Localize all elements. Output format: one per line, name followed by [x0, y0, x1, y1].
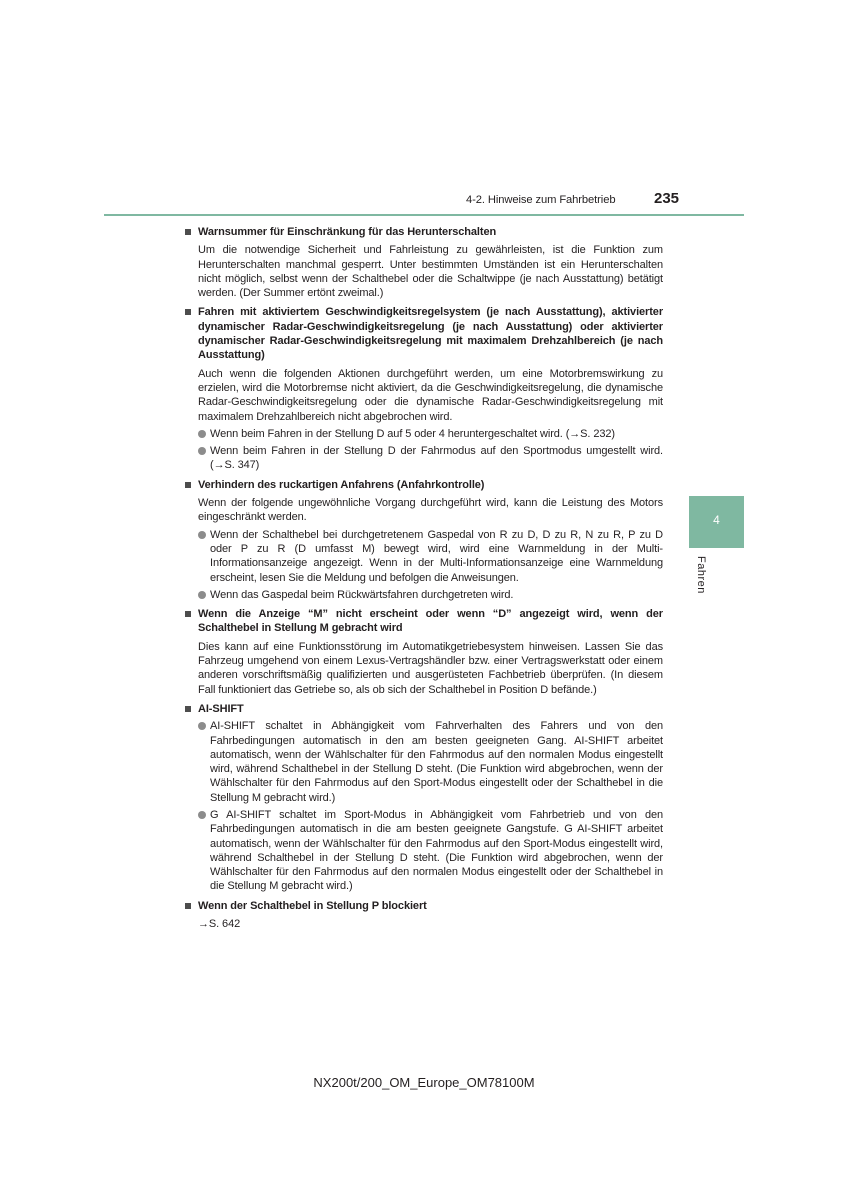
section-heading [185, 478, 663, 492]
square-bullet-icon [185, 482, 191, 488]
section-paragraph: Auch wenn die folgenden Aktionen durchgeführt werden, um eine Motorbremswirkung zu erzielen, wird die Motorbremse nicht aktiviert, da die Geschwindigkeitsregelung, die dynamische Radar-Geschwindigkeitsregelung oder die dynamische Radar-Geschwindigkeitsregelung mit maximalem Drehzahlbereich nicht abgebrochen wird. [198, 367, 663, 423]
circle-bullet-icon [198, 591, 206, 599]
circle-bullet-icon [198, 722, 206, 730]
section-title: Fahren mit aktiviertem Geschwindigkeitsregelsystem (je nach Ausstattung), aktivierter dynamischer Radar-Geschwindigkeitsregelung (je nach Ausstattung) oder aktivierter dynamischer Radar-Geschwindigkeitsregelung mit maximalem Drehzahlbereich (je nach Ausstattung) [198, 306, 663, 362]
square-bullet-icon [185, 611, 191, 617]
list-item [198, 427, 663, 441]
section-downshift-warning-buzzer [185, 225, 663, 300]
section-start-control [185, 478, 663, 602]
list-item-text: AI-SHIFT schaltet in Abhängigkeit vom Fahrverhalten des Fahrers und von den Fahrbedingungen automatisch in den am besten geeigneten Gang. AI-SHIFT arbeitet automatisch, wenn der Wählschalter für den Fahrmodus auf den normalen Modus eingestellt wird, während Schalthebel in der Stellung D steht. (Die Funktion wird abgebrochen, wenn der Wählschalter für den Fahrmodus auf den Sport-Modus eingestellt oder der Schalthebel in die Stellung M gebracht wird.) [210, 720, 663, 804]
section-heading [185, 899, 663, 913]
footer-document-code: NX200t/200_OM_Europe_OM78100M [313, 1075, 535, 1090]
circle-bullet-icon [198, 447, 206, 455]
section-m-indicator [185, 607, 663, 697]
square-bullet-icon [185, 309, 191, 315]
section-heading [185, 305, 663, 362]
list-item [198, 719, 663, 805]
list-item-text: Wenn beim Fahren in der Stellung D auf 5 oder 4 heruntergeschaltet wird. (→S. 232) [210, 427, 615, 440]
list-item-text: G AI-SHIFT schaltet im Sport-Modus in Abhängigkeit vom Fahrbetrieb und von den Fahrbedingungen automatisch in die am besten geeignete Gangstufe. G AI-SHIFT arbeitet automatisch, wenn der Wählschalter für den Fahrmodus auf den Sport-Modus eingestellt wird, während Schalthebel in der Stellung D steht. (Die Funktion wird abgebrochen, wenn der Wählschalter für den Fahrmodus auf den normalen Modus eingestellt oder der Schalthebel in die Stellung M gebracht wird.) [210, 808, 663, 893]
list-item-text: Wenn der Schalthebel bei durchgetretenem Gaspedal von R zu D, D zu R, N zu R, P zu D oder P zu R (D umfasst M) bewegt wird, wird eine Warnmeldung in der Multi-Informationsanzeige angezeigt. Wenn in der Multi-Informationsanzeige eine Warnmeldung erscheint, lesen Sie die Meldung und befolgen die Anweisungen. [210, 528, 663, 584]
list-item [198, 528, 663, 585]
square-bullet-icon [185, 229, 191, 235]
square-bullet-icon [185, 903, 191, 909]
section-heading [185, 607, 663, 636]
list-item-text: Wenn beim Fahren in der Stellung D der Fahrmodus auf den Sportmodus umgestellt wird. (→S. 347) [210, 445, 663, 472]
page-reference-link[interactable]: →S. 642 [198, 918, 241, 931]
circle-bullet-icon [198, 811, 206, 819]
section-shift-lever-locked [185, 899, 663, 932]
chapter-tab[interactable] [689, 496, 744, 548]
list-item [198, 444, 663, 473]
section-title: Wenn die Anzeige “M” nicht erscheint oder wenn “D” angezeigt wird, wenn der Schalthebel in Stellung M gebracht wird [198, 608, 663, 635]
page-content [185, 225, 663, 936]
bullet-list [198, 528, 663, 602]
section-paragraph: Dies kann auf eine Funktionsstörung im Automatikgetriebesystem hinweisen. Lassen Sie das Fahrzeug umgehend von einem Lexus-Vertragshändler bzw. einer Vertragswerkstatt oder einem anderen vorschriftsmäßig qualifizierten und ausgerüsteten Fachbetrieb überprüfen. (In diesem Fall funktioniert das Getriebe so, als ob sich der Schalthebel in Position D befände.) [198, 640, 663, 696]
section-heading [185, 225, 663, 239]
page-number: 235 [654, 190, 680, 207]
chapter-tab-label: Fahren [695, 556, 707, 594]
list-item [198, 808, 663, 894]
section-heading [185, 702, 663, 716]
bullet-list [198, 719, 663, 894]
bullet-list [198, 427, 663, 473]
chapter-tab-number: 4 [713, 513, 720, 527]
running-header-section: 4-2. Hinweise zum Fahrbetrieb [466, 194, 616, 206]
header-rule [104, 214, 744, 216]
section-paragraph: Um die notwendige Sicherheit und Fahrleistung zu gewährleisten, ist die Funktion zum Herunterschalten manchmal gesperrt. Unter bestimmten Umständen ist ein Herunterschalten nicht möglich, selbst wenn der Schalthebel oder die Schaltwippe (je nach Ausstattung) betätigt werden. (Der Summer ertönt zweimal.) [198, 244, 663, 300]
section-cruise-control-driving [185, 305, 663, 472]
section-title: Wenn der Schalthebel in Stellung P blockiert [198, 899, 427, 912]
square-bullet-icon [185, 706, 191, 712]
circle-bullet-icon [198, 430, 206, 438]
section-title: Warnsummer für Einschränkung für das Herunterschalten [198, 226, 497, 238]
list-item-text: Wenn das Gaspedal beim Rückwärtsfahren durchgetreten wird. [210, 588, 514, 601]
list-item [198, 588, 663, 602]
section-ai-shift [185, 702, 663, 894]
section-paragraph: Wenn der folgende ungewöhnliche Vorgang durchgeführt wird, kann die Leistung des Motors eingeschränkt werden. [198, 497, 663, 524]
circle-bullet-icon [198, 531, 206, 539]
section-title: AI-SHIFT [198, 702, 244, 715]
section-title: Verhindern des ruckartigen Anfahrens (Anfahrkontrolle) [198, 478, 485, 491]
